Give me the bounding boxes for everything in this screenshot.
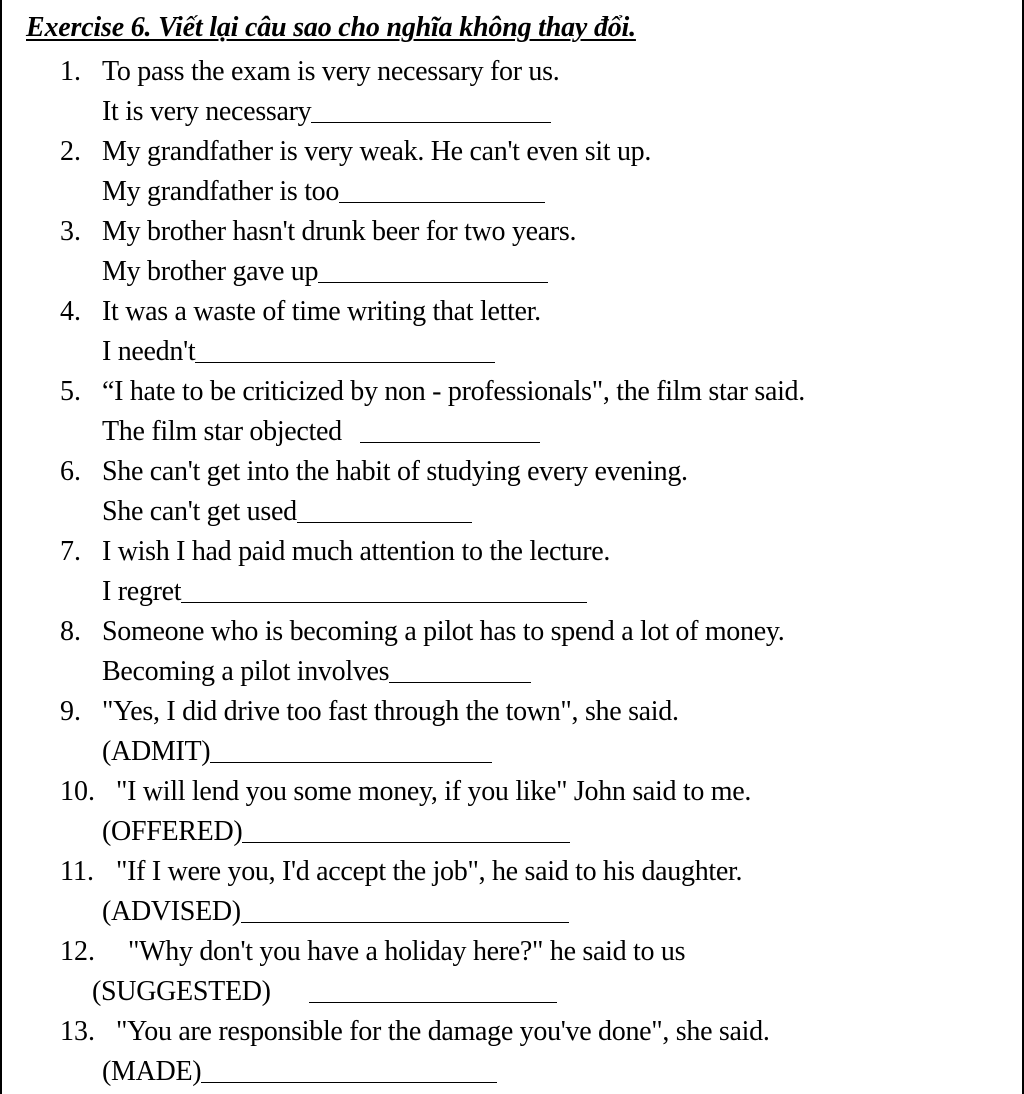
- answer-blank[interactable]: [210, 732, 492, 763]
- rewrite-line: [102, 652, 531, 692]
- exercise-item: [2, 132, 1024, 212]
- rewrite-line: [102, 812, 570, 852]
- rewrite-line: [102, 172, 545, 212]
- answer-blank[interactable]: [297, 492, 472, 523]
- exercise-item: [2, 932, 1024, 1012]
- item-number: 4.: [60, 296, 81, 327]
- rewrite-line: [102, 892, 569, 932]
- exercise-item: [2, 452, 1024, 532]
- item-sentence: I wish I had paid much attention to the lecture.: [102, 536, 611, 567]
- answer-blank[interactable]: [311, 92, 551, 123]
- exercise-item: [2, 1012, 1024, 1092]
- item-number: 8.: [60, 616, 81, 647]
- rewrite-prompt: My brother gave up: [102, 256, 319, 287]
- item-number: 7.: [60, 536, 81, 567]
- rewrite-prompt: (ADMIT): [102, 736, 211, 767]
- rewrite-prompt: I regret: [102, 576, 182, 607]
- item-number: 12.: [60, 936, 95, 967]
- rewrite-prompt: My grandfather is too: [102, 176, 340, 207]
- item-number: 9.: [60, 696, 81, 727]
- item-number: 3.: [60, 216, 81, 247]
- rewrite-prompt: (OFFERED): [102, 816, 243, 847]
- rewrite-prompt: It is very necessary: [102, 96, 312, 127]
- item-sentence: "You are responsible for the damage you've done", she said.: [116, 1016, 770, 1047]
- item-sentence: “I hate to be criticized by non - professionals", the film star said.: [102, 376, 805, 407]
- answer-blank[interactable]: [195, 332, 495, 363]
- exercise-item: [2, 52, 1024, 132]
- item-sentence: To pass the exam is very necessary for us.: [102, 56, 560, 87]
- exercise-item: [2, 212, 1024, 292]
- item-sentence: "Why don't you have a holiday here?" he said to us: [128, 936, 686, 967]
- exercise-list: [2, 52, 1024, 1092]
- rewrite-line: [102, 732, 492, 772]
- exercise-item: [2, 612, 1024, 692]
- item-sentence: "I will lend you some money, if you like" John said to me.: [116, 776, 752, 807]
- item-number: 1.: [60, 56, 81, 87]
- item-number: 13.: [60, 1016, 95, 1047]
- answer-blank[interactable]: [389, 652, 531, 683]
- rewrite-line: [102, 92, 551, 132]
- answer-blank[interactable]: [241, 892, 569, 923]
- answer-blank[interactable]: [242, 812, 570, 843]
- item-sentence: "If I were you, I'd accept the job", he said to his daughter.: [116, 856, 743, 887]
- answer-blank[interactable]: [339, 172, 545, 203]
- rewrite-prompt: Becoming a pilot involves: [102, 656, 390, 687]
- rewrite-line: [102, 252, 548, 292]
- item-sentence: My brother hasn't drunk beer for two years.: [102, 216, 577, 247]
- exercise-item: [2, 292, 1024, 372]
- exercise-item: [2, 692, 1024, 772]
- rewrite-line: [102, 332, 495, 372]
- exercise-title: Exercise 6. Viết lại câu sao cho nghĩa không thay đổi.: [26, 12, 636, 43]
- rewrite-line: [92, 972, 557, 1012]
- rewrite-line: [102, 492, 472, 532]
- item-sentence: My grandfather is very weak. He can't even sit up.: [102, 136, 652, 167]
- item-sentence: She can't get into the habit of studying every evening.: [102, 456, 688, 487]
- answer-blank[interactable]: [309, 972, 557, 1003]
- item-number: 10.: [60, 776, 95, 807]
- rewrite-line: [102, 572, 587, 612]
- answer-blank[interactable]: [201, 1052, 497, 1083]
- item-number: 5.: [60, 376, 81, 407]
- rewrite-line: [102, 1052, 497, 1092]
- answer-blank[interactable]: [318, 252, 548, 283]
- rewrite-prompt: (MADE): [102, 1056, 202, 1087]
- item-number: 2.: [60, 136, 81, 167]
- rewrite-line: [102, 412, 540, 452]
- rewrite-prompt: The film star objected: [102, 416, 342, 447]
- item-number: 6.: [60, 456, 81, 487]
- rewrite-prompt: She can't get used: [102, 496, 297, 527]
- exercise-item: [2, 852, 1024, 932]
- item-sentence: It was a waste of time writing that letter.: [102, 296, 541, 327]
- exercise-item: [2, 772, 1024, 852]
- item-sentence: "Yes, I did drive too fast through the town", she said.: [102, 696, 679, 727]
- item-number: 11.: [60, 856, 94, 887]
- answer-blank[interactable]: [181, 572, 587, 603]
- rewrite-prompt: I needn't: [102, 336, 196, 367]
- answer-blank[interactable]: [360, 412, 540, 443]
- item-sentence: Someone who is becoming a pilot has to spend a lot of money.: [102, 616, 785, 647]
- rewrite-prompt: (ADVISED): [102, 896, 241, 927]
- rewrite-prompt: (SUGGESTED): [92, 976, 271, 1007]
- exercise-item: [2, 532, 1024, 612]
- exercise-item: [2, 372, 1024, 452]
